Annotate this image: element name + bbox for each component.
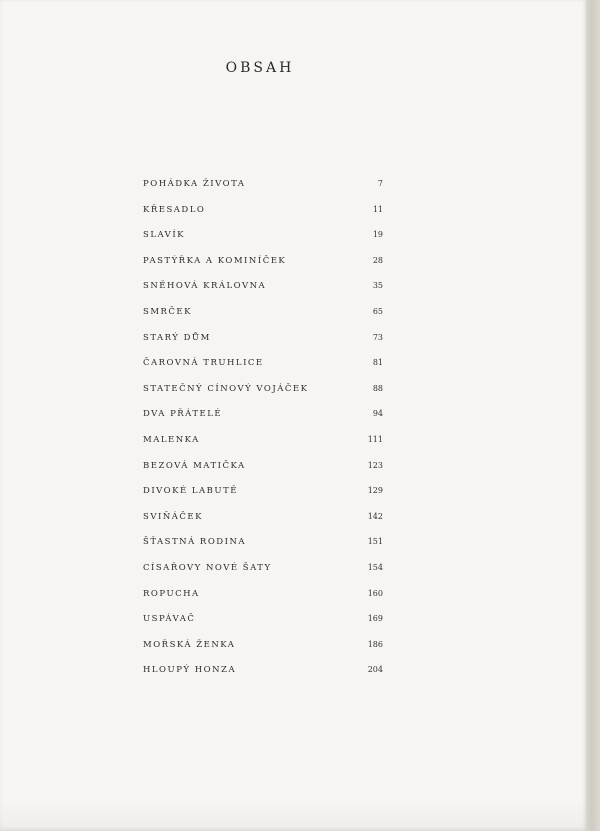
toc-entry-page: 11 [372, 204, 383, 214]
toc-entry-title: MALENKA [143, 434, 200, 445]
toc-entry [143, 230, 383, 256]
page-edge [586, 0, 600, 831]
toc-entry-page: 154 [367, 562, 383, 572]
toc-entry-page: 94 [372, 409, 383, 419]
toc-entry [143, 512, 383, 538]
toc-entry-title: STATEČNÝ CÍNOVÝ VOJÁČEK [143, 383, 309, 394]
toc-entry-page: 88 [372, 383, 383, 393]
toc-entry-title: STARÝ DŮM [143, 332, 211, 343]
toc-entry [143, 665, 383, 691]
toc-entry [143, 461, 383, 487]
toc-entry [143, 614, 383, 640]
toc-entry-title: SNĚHOVÁ KRÁLOVNA [143, 281, 267, 292]
toc-entry-page: 151 [367, 537, 383, 547]
toc-entry-title: DVA PŘÁTELÉ [143, 409, 223, 420]
toc-entry [143, 537, 383, 563]
toc-entry-title: SLAVÍK [143, 230, 186, 241]
toc-entry [143, 589, 383, 615]
toc-entry [143, 281, 383, 307]
toc-entry-page: 111 [367, 434, 383, 444]
toc-entry-title: KŘESADLO [143, 204, 206, 215]
toc-entry-title: PASTÝŘKA A KOMINÍČEK [143, 255, 287, 266]
toc-entry-page: 28 [372, 255, 383, 265]
toc-entry-title: DIVOKÉ LABUTĚ [143, 486, 238, 497]
toc-entry [143, 640, 383, 666]
toc-entry-page: 7 [377, 179, 383, 188]
toc-entry-page: 204 [367, 665, 383, 675]
page-shadow [0, 801, 586, 831]
toc-entry [143, 179, 383, 205]
toc-entry-page: 19 [372, 230, 383, 240]
toc-entry [143, 256, 383, 282]
toc-entry-title: MOŘSKÁ ŽENKA [143, 639, 236, 650]
toc-entry-title: POHÁDKA ŽIVOTA [143, 179, 246, 189]
toc-entry-title: SMRČEK [143, 306, 192, 317]
toc-entry-title: CÍSAŘOVY NOVÉ ŠATY [143, 562, 272, 573]
toc-entry-title: HLOUPÝ HONZA [143, 665, 237, 676]
toc-entry-page: 160 [367, 588, 383, 598]
toc-entry-page: 142 [367, 511, 383, 521]
toc-entry-title: SVIŇÁČEK [143, 511, 203, 522]
toc-entry [143, 307, 383, 333]
toc-entry-title: USPÁVAČ [143, 614, 196, 625]
toc-entry-title: ROPUCHA [143, 588, 200, 599]
toc-entry-page: 123 [367, 460, 383, 470]
toc-entry-title: ŠŤASTNÁ RODINA [143, 537, 247, 548]
toc-entry-page: 129 [367, 486, 383, 496]
toc-entry [143, 435, 383, 461]
toc-entry [143, 333, 383, 359]
toc-entry [143, 384, 383, 410]
toc-entry [143, 409, 383, 435]
toc-entry [143, 205, 383, 231]
toc-entry-page: 81 [372, 358, 383, 368]
table-of-contents [143, 179, 383, 691]
toc-entry-page: 169 [367, 614, 383, 624]
toc-entry-title: ČAROVNÁ TRUHLICE [143, 358, 264, 369]
page-title: OBSAH [225, 60, 295, 76]
toc-entry-title: BEZOVÁ MATIČKA [143, 460, 246, 471]
toc-entry-page: 65 [372, 306, 383, 316]
toc-entry [143, 358, 383, 384]
toc-entry-page: 186 [367, 639, 383, 649]
toc-entry [143, 563, 383, 589]
toc-entry-page: 73 [372, 332, 383, 342]
toc-entry [143, 486, 383, 512]
toc-entry-page: 35 [372, 281, 383, 291]
